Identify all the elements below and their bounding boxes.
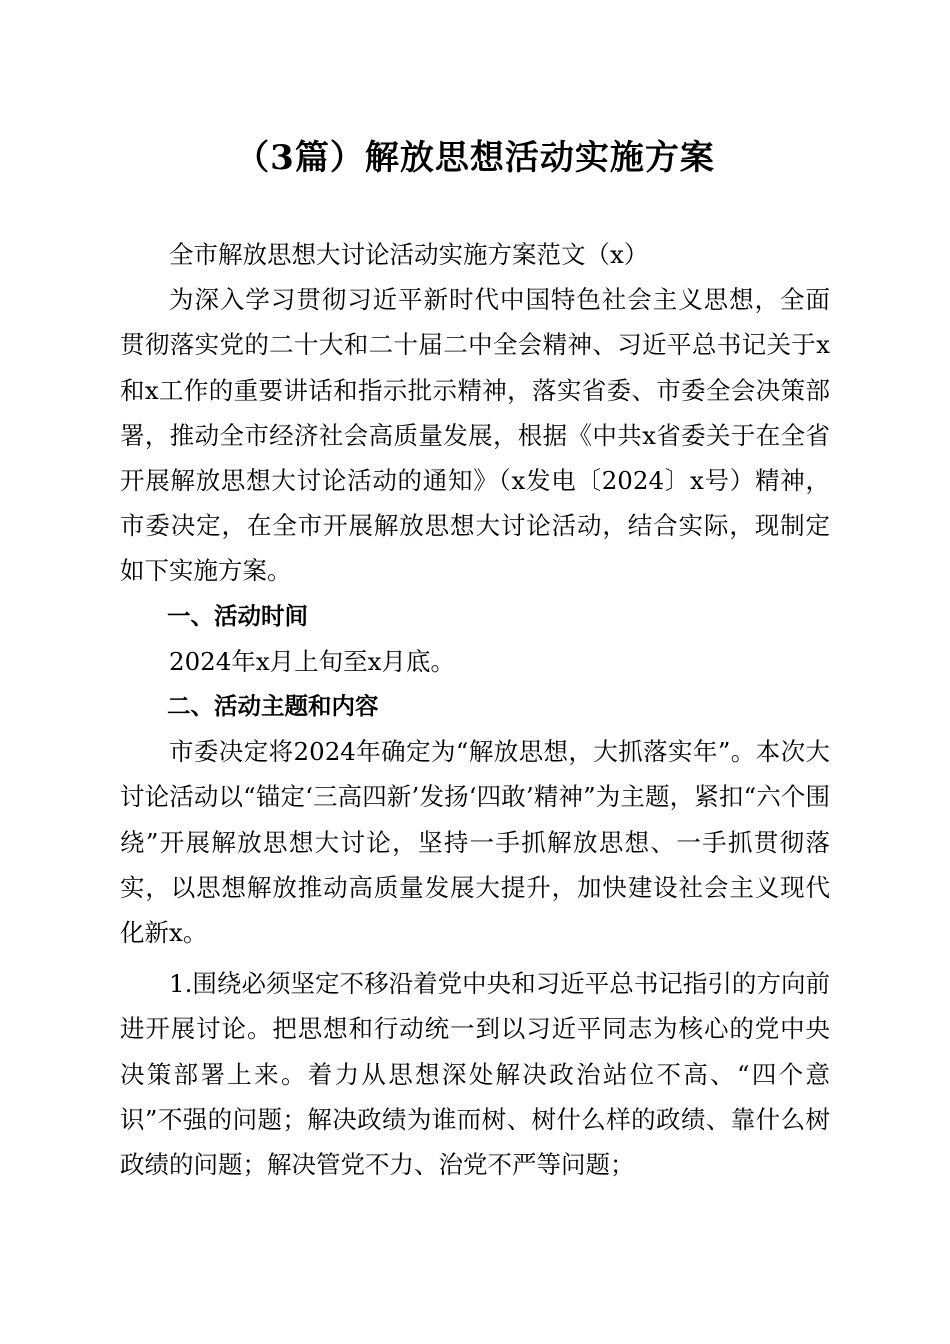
document-title: （3篇）解放思想活动实施方案 <box>235 138 715 178</box>
subtitle-line: 全市解放思想大讨论活动实施方案范文（x） <box>169 240 649 269</box>
document-body <box>120 232 830 1187</box>
section-heading-time: 一、活动时间 <box>167 601 308 630</box>
section-time-text: 2024年x月上旬至x月底。 <box>169 646 455 676</box>
item-1-paragraph: 1.围绕必须坚定不移沿着党中央和习近平总书记指引的方向前进开展讨论。把思想和行动统一到以习近平同志为核心的党中央决策部署上来。着力从思想深处解决政治站位不高、“四个意识”不强的问题；解决政绩为谁而树、树什么样的政绩、靠什么树政绩的问题；解决管党不力、治党不严等问题； <box>120 969 830 1180</box>
intro-paragraph: 为深入学习贯彻习近平新时代中国特色社会主义思想，全面贯彻落实党的二十大和二十届二中全会精神、习近平总书记关于x和x工作的重要讲话和指示批示精神，落实省委、市委全会决策部署，推动全市经济社会高质量发展，根据《中共x省委关于在全省开展解放思想大讨论活动的通知》（x发电〔2024〕x号）精神，市委决定，在全市开展解放思想大讨论活动，结合实际，现制定如下实施方案。 <box>120 285 830 586</box>
section-theme-paragraph: 市委决定将2024年确定为“解放思想，大抓落实年”。本次大讨论活动以“锚定‘三高四新’发扬‘四敢’精神”为主题，紧扣“六个围绕”开展解放思想大讨论，坚持一手抓解放思想、一手抓贯彻落实，以思想解放推动高质量发展大提升，加快建设社会主义现代化新x。 <box>120 737 830 948</box>
section-heading-theme: 二、活动主题和内容 <box>167 692 379 721</box>
